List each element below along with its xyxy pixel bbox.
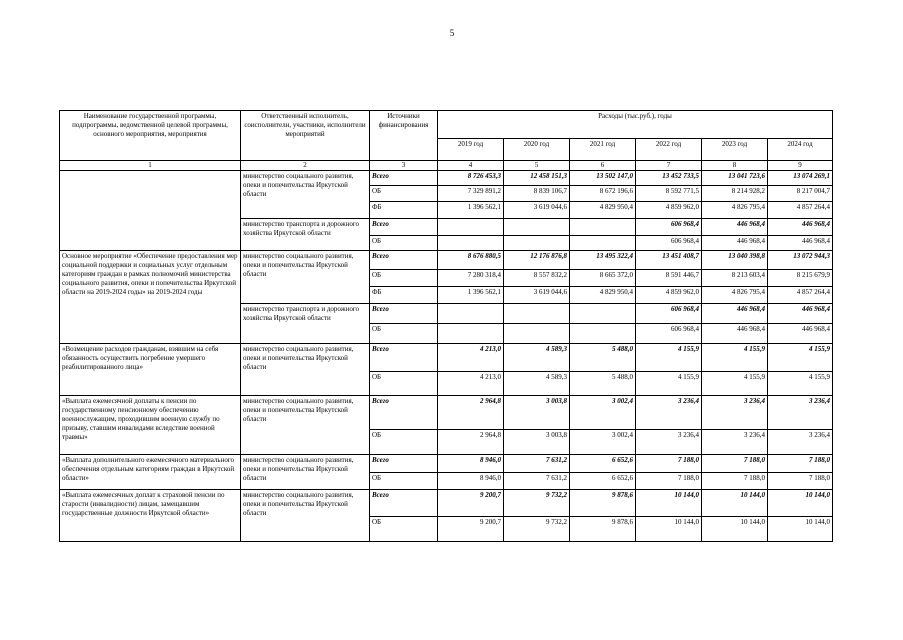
amount-cell — [438, 324, 504, 344]
amount-cell: 2 964,8 — [438, 430, 504, 455]
amount-cell: 3 236,4 — [702, 430, 768, 455]
amount-cell: 3 236,4 — [768, 396, 833, 430]
amount-cell: 4 829 950,4 — [570, 287, 636, 304]
amount-cell: 13 495 322,4 — [570, 251, 636, 270]
amount-cell: 9 200,7 — [438, 490, 504, 517]
amount-cell: 9 878,6 — [570, 517, 636, 542]
funding-source-cell: Всего — [370, 219, 438, 236]
funding-source-cell: Всего — [370, 455, 438, 473]
amount-cell — [504, 324, 570, 344]
program-name-cell: «Выплата дополнительного ежемесячного материального обеспечения отдельным категориям граждан в Иркутской области» — [60, 455, 241, 490]
funding-source-cell: Всего — [370, 344, 438, 372]
amount-cell: 8 215 679,9 — [768, 270, 833, 287]
amount-cell: 4 155,9 — [768, 344, 833, 372]
table-row — [60, 344, 833, 372]
column-number: 4 — [438, 161, 504, 171]
amount-cell: 5 488,0 — [570, 344, 636, 372]
amount-cell: 7 329 891,2 — [438, 186, 504, 202]
column-number: 8 — [702, 161, 768, 171]
funding-source-cell: Всего — [370, 251, 438, 270]
amount-cell: 8 946,0 — [438, 473, 504, 490]
amount-cell: 446 968,4 — [702, 236, 768, 251]
header-year: 2020 год — [504, 139, 570, 161]
amount-cell: 10 144,0 — [768, 490, 833, 517]
amount-cell: 3 619 044,6 — [504, 287, 570, 304]
funding-source-cell: Всего — [370, 304, 438, 324]
table-row — [60, 251, 833, 270]
amount-cell: 4 859 962,0 — [636, 202, 702, 219]
amount-cell: 4 859 962,0 — [636, 287, 702, 304]
executor-cell: министерство социального развития, опеки и попечительства Иркутской области — [241, 344, 370, 396]
amount-cell: 10 144,0 — [636, 517, 702, 542]
amount-cell: 3 003,8 — [504, 396, 570, 430]
header-executor: Ответственный исполнитель, соисполнители, участники, исполнители мероприятий — [241, 111, 370, 161]
amount-cell: 8 665 372,0 — [570, 270, 636, 287]
amount-cell: 7 188,0 — [636, 473, 702, 490]
amount-cell: 2 964,8 — [438, 396, 504, 430]
program-name-cell: «Выплата ежемесячной доплаты к пенсии по государственному пенсионному обеспечению военнослужащим, проходившим военную службу по призыву, ставшим инвалидами вследствие военной травмы» — [60, 396, 241, 455]
amount-cell: 3 236,4 — [768, 430, 833, 455]
budget-table — [59, 110, 833, 542]
amount-cell: 4 857 264,4 — [768, 287, 833, 304]
amount-cell: 4 155,9 — [702, 344, 768, 372]
column-number: 9 — [768, 161, 833, 171]
header-program-name: Наименование государственной программы, подпрограммы, ведомственной целевой программы, основного мероприятия, мероприятия — [60, 111, 241, 161]
amount-cell: 8 676 880,5 — [438, 251, 504, 270]
amount-cell: 12 176 876,8 — [504, 251, 570, 270]
table-row — [60, 490, 833, 517]
amount-cell: 446 968,4 — [702, 219, 768, 236]
amount-cell: 12 458 151,3 — [504, 171, 570, 186]
column-number: 3 — [370, 161, 438, 171]
amount-cell: 446 968,4 — [768, 324, 833, 344]
amount-cell: 13 502 147,0 — [570, 171, 636, 186]
amount-cell: 9 878,6 — [570, 490, 636, 517]
header-year: 2021 год — [570, 139, 636, 161]
amount-cell: 4 155,9 — [702, 372, 768, 396]
amount-cell: 446 968,4 — [768, 219, 833, 236]
amount-cell: 3 619 044,6 — [504, 202, 570, 219]
amount-cell: 13 040 398,8 — [702, 251, 768, 270]
amount-cell: 5 488,0 — [570, 372, 636, 396]
amount-cell: 4 589,3 — [504, 344, 570, 372]
amount-cell: 13 072 944,3 — [768, 251, 833, 270]
amount-cell: 4 213,0 — [438, 372, 504, 396]
program-name-cell: «Возмещение расходов гражданам, взявшим на себя обязанность осуществить погребение умершего реабилитированного лица» — [60, 344, 241, 396]
amount-cell: 8 726 453,3 — [438, 171, 504, 186]
amount-cell: 7 631,2 — [504, 455, 570, 473]
amount-cell: 9 732,2 — [504, 490, 570, 517]
amount-cell: 13 041 723,6 — [702, 171, 768, 186]
table-row — [60, 171, 833, 186]
amount-cell: 446 968,4 — [768, 304, 833, 324]
amount-cell: 4 589,3 — [504, 372, 570, 396]
funding-source-cell: Всего — [370, 171, 438, 186]
executor-cell: министерство транспорта и дорожного хозяйства Иркутской области — [241, 219, 370, 251]
table-row — [60, 455, 833, 473]
funding-source-cell: ОБ — [370, 236, 438, 251]
amount-cell — [438, 236, 504, 251]
amount-cell — [570, 324, 636, 344]
amount-cell — [504, 304, 570, 324]
amount-cell: 3 002,4 — [570, 396, 636, 430]
amount-cell: 606 968,4 — [636, 219, 702, 236]
amount-cell: 8 217 004,7 — [768, 186, 833, 202]
funding-source-cell: ОБ — [370, 473, 438, 490]
executor-cell: министерство транспорта и дорожного хозяйства Иркутской области — [241, 304, 370, 344]
amount-cell: 6 652,6 — [570, 473, 636, 490]
amount-cell: 4 829 950,4 — [570, 202, 636, 219]
amount-cell: 1 396 562,1 — [438, 287, 504, 304]
funding-source-cell: ФБ — [370, 202, 438, 219]
amount-cell: 7 280 318,4 — [438, 270, 504, 287]
amount-cell: 3 002,4 — [570, 430, 636, 455]
amount-cell: 8 592 771,5 — [636, 186, 702, 202]
program-name-cell: «Выплата ежемесячных доплат к страховой пенсии по старости (инвалидности) лицам, замещавшим государственные должности Иркутской области» — [60, 490, 241, 542]
funding-source-cell: ОБ — [370, 270, 438, 287]
column-number: 7 — [636, 161, 702, 171]
header-year: 2019 год — [438, 139, 504, 161]
amount-cell: 8 213 603,4 — [702, 270, 768, 287]
amount-cell — [570, 219, 636, 236]
amount-cell: 8 214 928,2 — [702, 186, 768, 202]
funding-source-cell: ОБ — [370, 517, 438, 542]
amount-cell: 7 188,0 — [702, 473, 768, 490]
amount-cell — [570, 304, 636, 324]
amount-cell: 8 946,0 — [438, 455, 504, 473]
executor-cell: министерство социального развития, опеки и попечительства Иркутской области — [241, 171, 370, 219]
amount-cell: 13 451 408,7 — [636, 251, 702, 270]
amount-cell: 7 188,0 — [636, 455, 702, 473]
header-year: 2023 год — [702, 139, 768, 161]
column-number: 2 — [241, 161, 370, 171]
funding-source-cell: ФБ — [370, 287, 438, 304]
column-number: 1 — [60, 161, 241, 171]
funding-source-cell: Всего — [370, 396, 438, 430]
column-number: 6 — [570, 161, 636, 171]
amount-cell — [504, 236, 570, 251]
page-number: 5 — [449, 28, 455, 38]
amount-cell: 4 857 264,4 — [768, 202, 833, 219]
amount-cell: 446 968,4 — [702, 324, 768, 344]
amount-cell: 7 188,0 — [702, 455, 768, 473]
amount-cell: 606 968,4 — [636, 324, 702, 344]
amount-cell: 8 557 832,2 — [504, 270, 570, 287]
amount-cell: 4 155,9 — [636, 344, 702, 372]
funding-source-cell: ОБ — [370, 186, 438, 202]
amount-cell: 13 074 269,1 — [768, 171, 833, 186]
amount-cell: 4 155,9 — [636, 372, 702, 396]
amount-cell: 10 144,0 — [636, 490, 702, 517]
amount-cell: 13 452 733,5 — [636, 171, 702, 186]
amount-cell: 606 968,4 — [636, 236, 702, 251]
executor-cell: министерство социального развития, опеки и попечительства Иркутской области — [241, 396, 370, 455]
header-expenses: Расходы (тыс.руб.), годы — [438, 111, 833, 139]
amount-cell: 4 826 795,4 — [702, 287, 768, 304]
amount-cell: 446 968,4 — [768, 236, 833, 251]
table-row — [60, 396, 833, 430]
funding-source-cell: ОБ — [370, 324, 438, 344]
amount-cell: 9 200,7 — [438, 517, 504, 542]
amount-cell: 7 631,2 — [504, 473, 570, 490]
amount-cell: 606 968,4 — [636, 304, 702, 324]
executor-cell: министерство социального развития, опеки и попечительства Иркутской области — [241, 455, 370, 490]
header-year: 2024 год — [768, 139, 833, 161]
header-funding-sources: Источники финансирования — [370, 111, 438, 161]
program-name-cell — [60, 171, 241, 251]
funding-source-cell: ОБ — [370, 372, 438, 396]
amount-cell: 10 144,0 — [768, 517, 833, 542]
amount-cell: 3 236,4 — [636, 396, 702, 430]
executor-cell: министерство социального развития, опеки и попечительства Иркутской области — [241, 490, 370, 542]
amount-cell — [570, 236, 636, 251]
amount-cell: 3 003,8 — [504, 430, 570, 455]
amount-cell: 8 672 196,6 — [570, 186, 636, 202]
amount-cell: 8 839 106,7 — [504, 186, 570, 202]
amount-cell — [438, 304, 504, 324]
amount-cell — [438, 219, 504, 236]
column-number: 5 — [504, 161, 570, 171]
amount-cell: 3 236,4 — [702, 396, 768, 430]
amount-cell: 8 591 446,7 — [636, 270, 702, 287]
amount-cell: 4 213,0 — [438, 344, 504, 372]
amount-cell: 6 652,6 — [570, 455, 636, 473]
amount-cell: 10 144,0 — [702, 517, 768, 542]
budget-table-body — [60, 171, 833, 542]
amount-cell: 3 236,4 — [636, 430, 702, 455]
funding-source-cell: ОБ — [370, 430, 438, 455]
amount-cell: 9 732,2 — [504, 517, 570, 542]
amount-cell: 7 188,0 — [768, 473, 833, 490]
executor-cell: министерство социального развития, опеки и попечительства Иркутской области — [241, 251, 370, 304]
amount-cell — [504, 219, 570, 236]
header-year: 2022 год — [636, 139, 702, 161]
amount-cell: 1 396 562,1 — [438, 202, 504, 219]
amount-cell: 7 188,0 — [768, 455, 833, 473]
amount-cell: 446 968,4 — [702, 304, 768, 324]
amount-cell: 4 155,9 — [768, 372, 833, 396]
amount-cell: 4 826 795,4 — [702, 202, 768, 219]
amount-cell: 10 144,0 — [702, 490, 768, 517]
funding-source-cell: Всего — [370, 490, 438, 517]
program-name-cell: Основное мероприятие «Обеспечение предоставления мер социальной поддержки и социальных услуг отдельным категориям граждан в рамках полномочий министерства социального развития, опеки и попечительства Иркутской области на 2019-2024 годы» на 2019-2024 годы — [60, 251, 241, 344]
